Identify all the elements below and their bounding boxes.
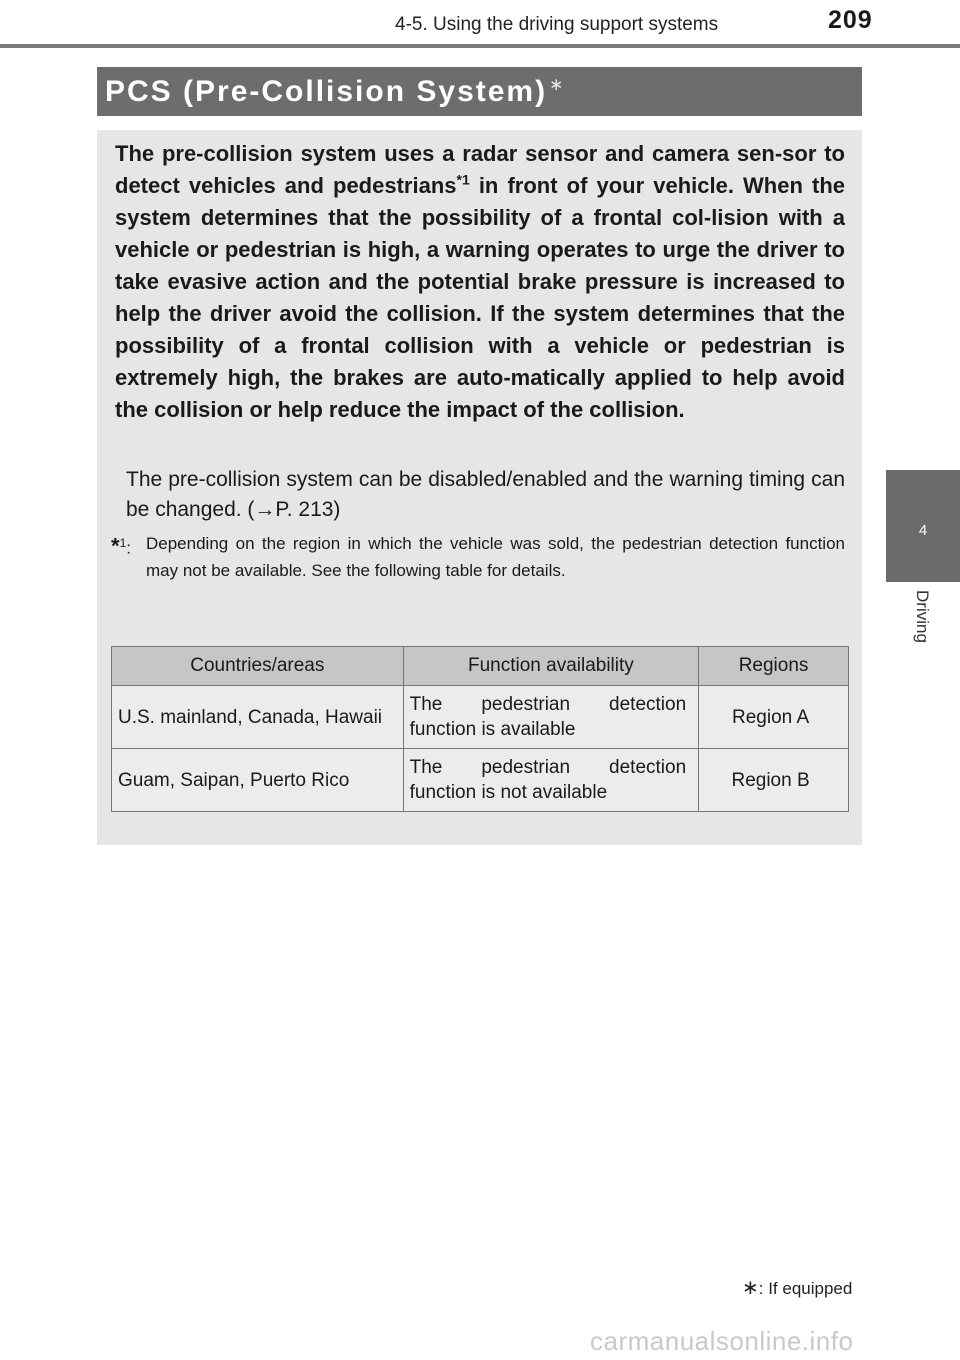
section-title-bar (97, 67, 862, 116)
if-equipped-text: : If equipped (758, 1279, 853, 1298)
footnote-reference: *1 (456, 171, 470, 188)
cell-countries: Guam, Saipan, Puerto Rico (112, 749, 404, 812)
table-row (112, 749, 849, 812)
intro-text-1: The pre-collision system uses a radar sensor and camera sen-sor to detect vehicles and pedestrians (115, 141, 845, 198)
settings-note: The pre-collision system can be disabled/enabled and the warning timing can be changed. (→P. 213) (126, 468, 845, 521)
header-divider (0, 44, 960, 48)
cell-countries: U.S. mainland, Canada, Hawaii (112, 686, 404, 749)
footnote (111, 530, 845, 584)
chapter-number: 4 (918, 522, 928, 539)
footnote-number: 1 (119, 536, 127, 550)
chapter-name: Driving (913, 590, 932, 643)
intro-paragraph (115, 138, 845, 426)
cell-region: Region B (699, 749, 849, 812)
section-heading: 4-5. Using the driving support systems (395, 14, 719, 35)
intro-text-2: in front of your vehicle. When the system determines that the possibility of a frontal col-lision with a vehicle or pedestrian is high, a warning operates to urge the driver to take evasive action and the potential brake pressure is increased to help the driver avoid the collision. If the system determines that the possibility of a frontal collision with a vehicle or pedestrian is extremely high, the brakes are auto-matically applied to help avoid the collision or help reduce the impact of the collision. (115, 173, 845, 422)
section-title (105, 75, 565, 109)
header-availability: Function availability (403, 647, 699, 686)
section-title-text: PCS (Pre-Collision System) (105, 75, 548, 108)
cell-availability: The pedestrian detection function is available (403, 686, 699, 749)
header-regions: Regions (699, 647, 849, 686)
watermark: carmanualsonline.info (590, 1326, 854, 1356)
content-panel (97, 130, 862, 845)
footnote-asterisk: * (111, 533, 120, 559)
region-table (111, 646, 849, 812)
page-number: 209 (828, 6, 873, 34)
table-row (112, 686, 849, 749)
if-equipped-marker: ∗ (549, 75, 566, 94)
footnote-marker (111, 530, 131, 562)
table-header-row (112, 647, 849, 686)
cell-region: Region A (699, 686, 849, 749)
footnote-colon: : (126, 538, 131, 558)
header-countries: Countries/areas (112, 647, 404, 686)
chapter-tab[interactable] (886, 470, 960, 582)
if-equipped-star: ∗ (742, 1277, 759, 1299)
footnote-text: Depending on the region in which the vehicle was sold, the pedestrian detection function may not be available. See the following table for details. (146, 534, 845, 580)
if-equipped-note (742, 1275, 852, 1300)
cell-availability: The pedestrian detection function is not available (403, 749, 699, 812)
